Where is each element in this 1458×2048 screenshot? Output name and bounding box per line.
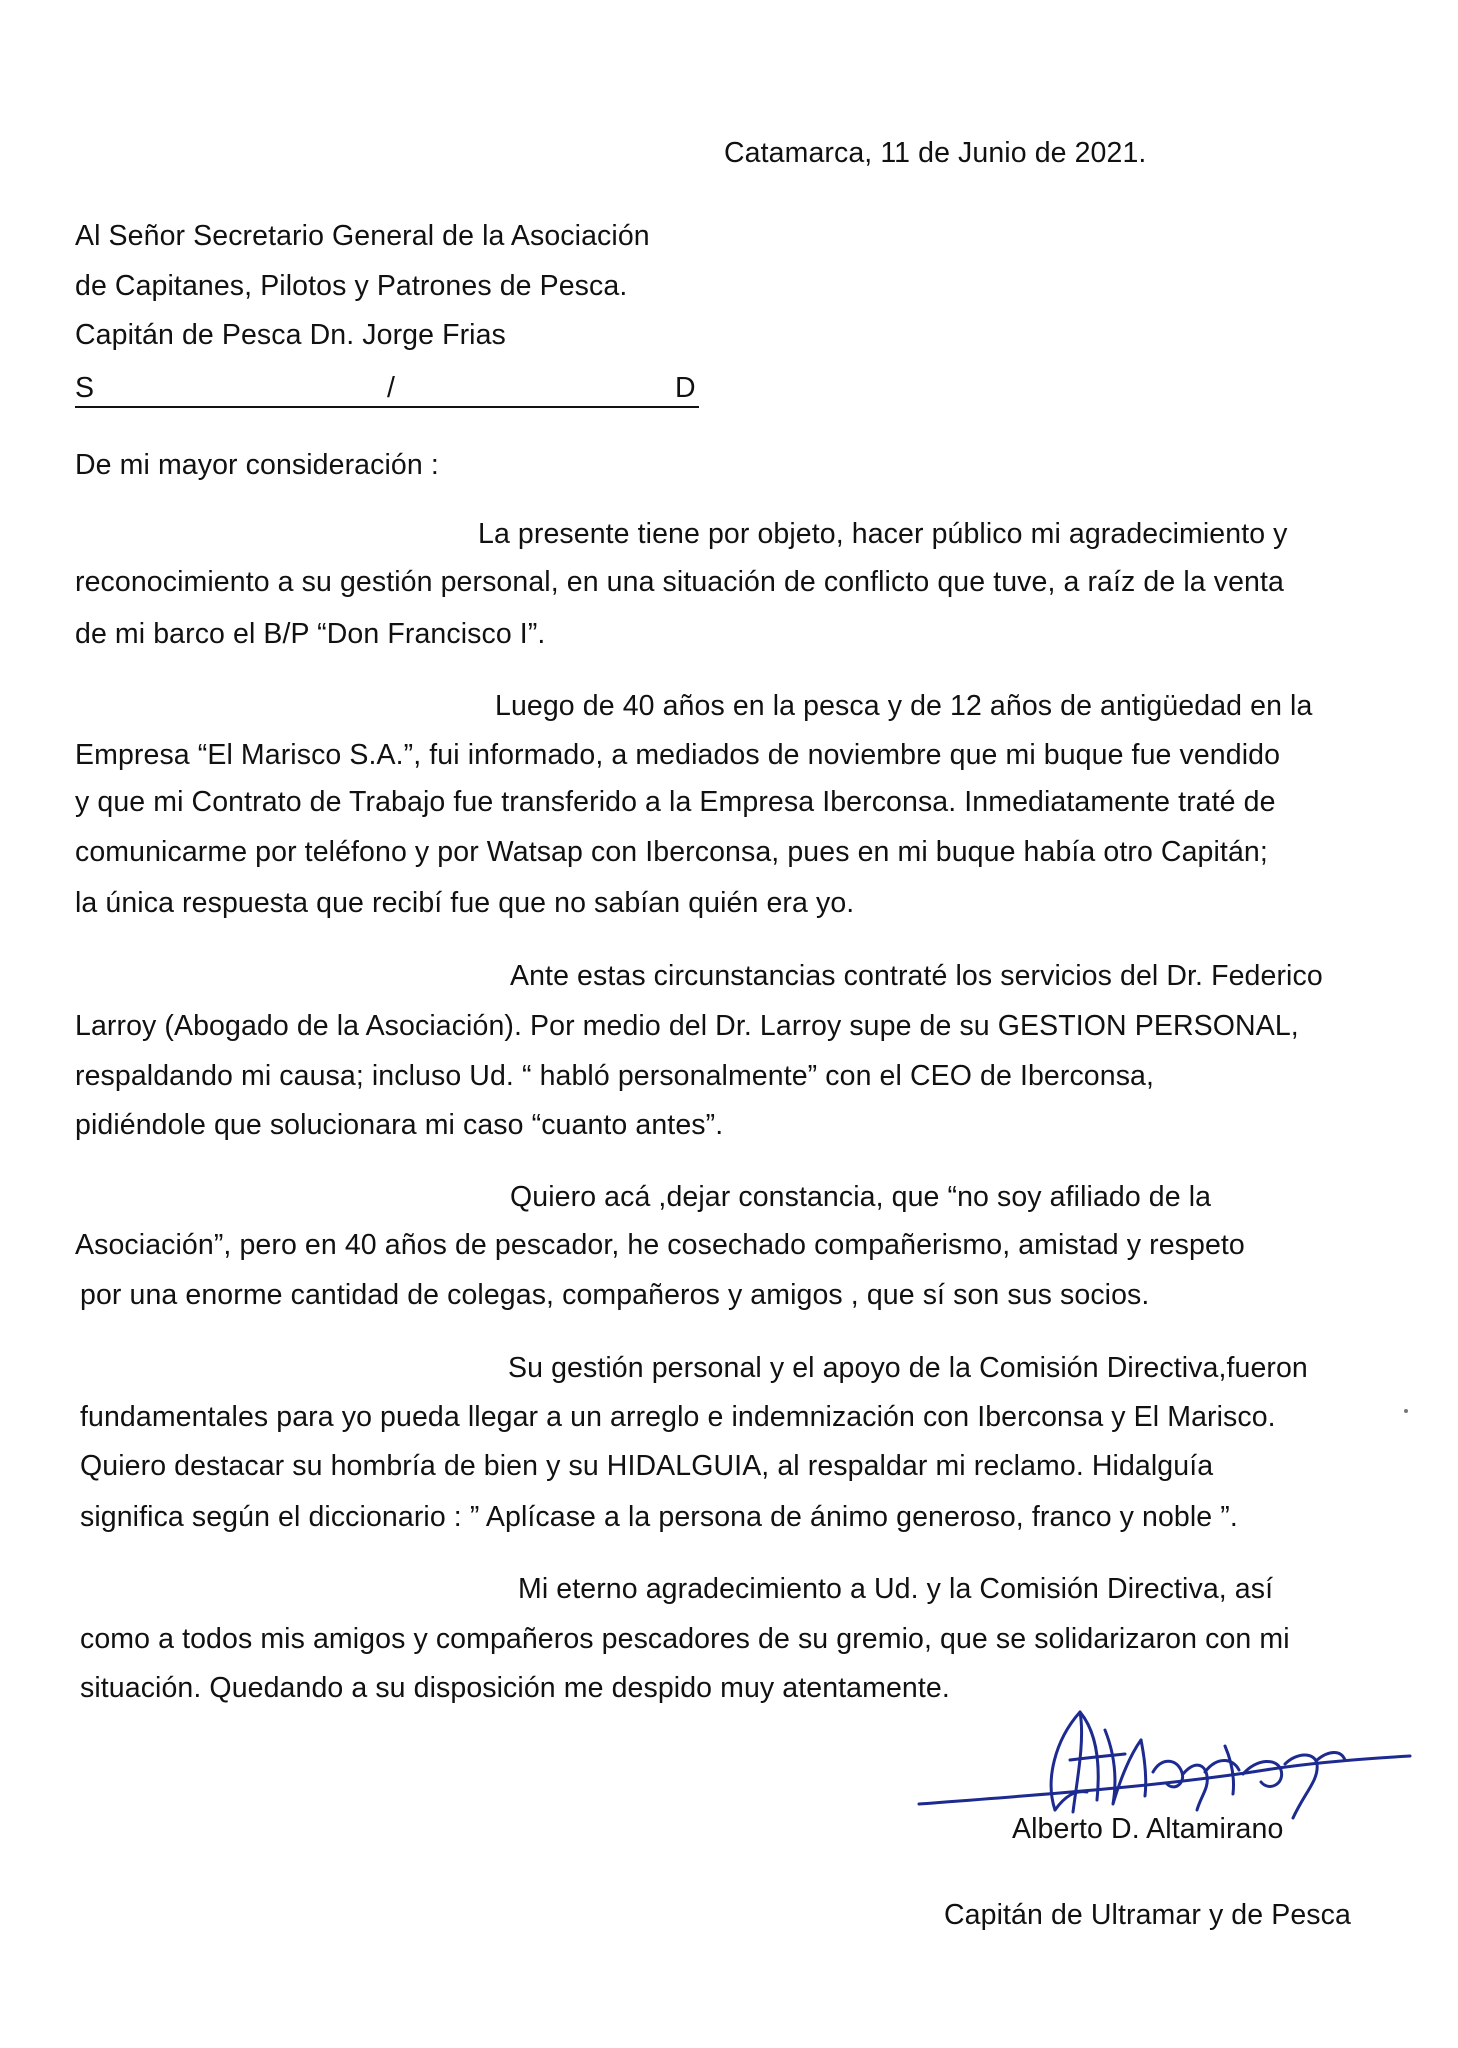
salutation: De mi mayor consideración :	[75, 449, 439, 481]
paragraph-1-line-3: de mi barco el B/P “Don Francisco I”.	[75, 618, 546, 650]
date-line: Catamarca, 11 de Junio de 2021.	[724, 137, 1147, 169]
paragraph-1-line-2: reconocimiento a su gestión personal, en una situación de conflicto que tuve, a raíz de la venta	[75, 566, 1284, 598]
paragraph-5-line-1: Su gestión personal y el apoyo de la Comisión Directiva,fueron	[508, 1352, 1308, 1384]
paragraph-2-line-1: Luego de 40 años en la pesca y de 12 años de antigüedad en la	[495, 690, 1313, 722]
paragraph-1-line-1: La presente tiene por objeto, hacer público mi agradecimiento y	[478, 518, 1288, 550]
sd-s: S	[75, 372, 95, 404]
paragraph-4-line-1: Quiero acá ,dejar constancia, que “no soy afiliado de la	[510, 1181, 1212, 1213]
paragraph-5-line-2: fundamentales para yo pueda llegar a un arreglo e indemnización con Iberconsa y El Marisco.	[80, 1401, 1276, 1433]
paragraph-4-line-3: por una enorme cantidad de colegas, compañeros y amigos , que sí son sus socios.	[80, 1279, 1150, 1311]
paragraph-6-line-1: Mi eterno agradecimiento a Ud. y la Comisión Directiva, así	[518, 1573, 1274, 1605]
paragraph-3-line-4: pidiéndole que solucionara mi caso “cuanto antes”.	[75, 1109, 724, 1141]
paragraph-2-line-2: Empresa “El Marisco S.A.”, fui informado, a mediados de noviembre que mi buque fue vendido	[75, 739, 1281, 771]
signature-name: Alberto D. Altamirano	[1012, 1813, 1284, 1845]
sd-d: D	[675, 372, 696, 404]
paragraph-6-line-3: situación. Quedando a su disposición me despido muy atentamente.	[80, 1672, 950, 1704]
paragraph-6-line-2: como a todos mis amigos y compañeros pescadores de su gremio, que se solidarizaron con mi	[80, 1623, 1290, 1655]
paragraph-5-line-4: significa según el diccionario : ” Aplícase a la persona de ánimo generoso, franco y noble ”.	[80, 1501, 1238, 1533]
paragraph-2-line-3: y que mi Contrato de Trabajo fue transferido a la Empresa Iberconsa. Inmediatamente traté de	[75, 786, 1276, 818]
addressee-line-1: Al Señor Secretario General de la Asociación	[75, 220, 650, 252]
paragraph-3-line-1: Ante estas circunstancias contraté los servicios del Dr. Federico	[510, 960, 1323, 992]
addressee-line-2: de Capitanes, Pilotos y Patrones de Pesca.	[75, 270, 628, 302]
addressee-line-3: Capitán de Pesca Dn. Jorge Frias	[75, 319, 506, 351]
paragraph-4-line-2: Asociación”, pero en 40 años de pescador, he cosechado compañerismo, amistad y respeto	[75, 1229, 1245, 1261]
paragraph-5-line-3: Quiero destacar su hombría de bien y su HIDALGUIA, al respaldar mi reclamo. Hidalguía	[80, 1450, 1214, 1482]
sd-underline	[75, 370, 699, 408]
paragraph-2-line-5: la única respuesta que recibí fue que no sabían quién era yo.	[75, 887, 855, 919]
signature-title: Capitán de Ultramar y de Pesca	[944, 1899, 1351, 1931]
paragraph-3-line-3: respaldando mi causa; incluso Ud. “ habló personalmente” con el CEO de Iberconsa,	[75, 1060, 1155, 1092]
paragraph-2-line-4: comunicarme por teléfono y por Watsap con Iberconsa, pues en mi buque había otro Capitán;	[75, 836, 1268, 868]
sd-slash: /	[387, 372, 395, 404]
scan-speck	[1404, 1409, 1408, 1413]
paragraph-3-line-2: Larroy (Abogado de la Asociación). Por medio del Dr. Larroy supe de su GESTION PERSONAL,	[75, 1010, 1299, 1042]
